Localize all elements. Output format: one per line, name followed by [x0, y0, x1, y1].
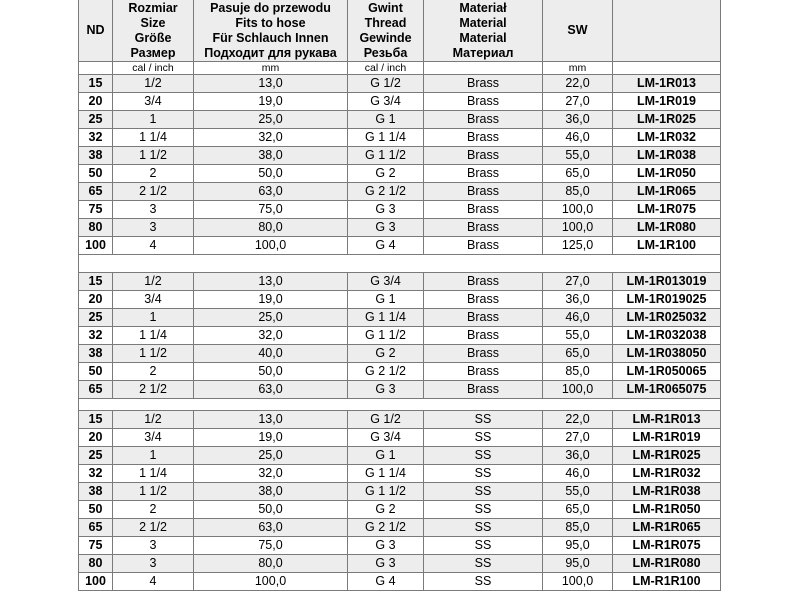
cell-material: SS [424, 429, 543, 447]
header-hose-de: Für Schlauch Innen [212, 30, 329, 45]
header-code [613, 0, 721, 62]
cell-sw: 85,0 [543, 519, 613, 537]
cell-nd: 32 [79, 465, 113, 483]
spacer-cell [79, 255, 721, 273]
cell-hose: 13,0 [194, 75, 348, 93]
unit-code [613, 62, 721, 75]
cell-size: 3/4 [113, 291, 194, 309]
cell-sw: 22,0 [543, 411, 613, 429]
cell-thread: G 3 [348, 219, 424, 237]
cell-hose: 75,0 [194, 537, 348, 555]
cell-sw: 36,0 [543, 111, 613, 129]
table-row [79, 201, 721, 219]
cell-hose: 19,0 [194, 291, 348, 309]
table-row [79, 363, 721, 381]
cell-nd: 80 [79, 219, 113, 237]
cell-sw: 65,0 [543, 345, 613, 363]
cell-hose: 13,0 [194, 273, 348, 291]
cell-nd: 50 [79, 165, 113, 183]
cell-sw: 46,0 [543, 465, 613, 483]
cell-material: Brass [424, 327, 543, 345]
fittings-spec-table [78, 0, 721, 591]
cell-hose: 25,0 [194, 447, 348, 465]
cell-sw: 55,0 [543, 327, 613, 345]
header-sw: SW [543, 0, 613, 62]
table-row [79, 411, 721, 429]
cell-hose: 80,0 [194, 219, 348, 237]
table-row [79, 129, 721, 147]
cell-thread: G 4 [348, 573, 424, 591]
header-size-ru: Размер [130, 45, 176, 60]
table-row [79, 75, 721, 93]
table-row [79, 447, 721, 465]
cell-thread: G 2 1/2 [348, 519, 424, 537]
header-material [424, 0, 543, 62]
cell-size: 2 1/2 [113, 519, 194, 537]
cell-size: 3/4 [113, 93, 194, 111]
cell-thread: G 1 [348, 447, 424, 465]
cell-thread: G 1 1/2 [348, 483, 424, 501]
cell-sw: 36,0 [543, 291, 613, 309]
cell-thread: G 3 [348, 537, 424, 555]
header-nd: ND [79, 0, 113, 62]
cell-material: Brass [424, 129, 543, 147]
cell-size: 4 [113, 237, 194, 255]
cell-thread: G 2 [348, 501, 424, 519]
cell-thread: G 3 [348, 201, 424, 219]
cell-sw: 65,0 [543, 165, 613, 183]
cell-hose: 100,0 [194, 237, 348, 255]
cell-size: 2 1/2 [113, 183, 194, 201]
table-row [79, 237, 721, 255]
cell-nd: 20 [79, 291, 113, 309]
cell-sw: 46,0 [543, 129, 613, 147]
cell-nd: 80 [79, 555, 113, 573]
table-row [79, 573, 721, 591]
cell-thread: G 2 1/2 [348, 363, 424, 381]
cell-thread: G 1 1/2 [348, 147, 424, 165]
cell-material: Brass [424, 291, 543, 309]
group-spacer [79, 399, 721, 411]
cell-code: LM-1R065 [613, 183, 721, 201]
cell-code: LM-1R080 [613, 219, 721, 237]
cell-code: LM-1R050 [613, 165, 721, 183]
header-thread-pl: Gwint [368, 0, 403, 15]
table-row [79, 555, 721, 573]
spacer-cell [79, 399, 721, 411]
cell-code: LM-1R019 [613, 93, 721, 111]
cell-size: 3/4 [113, 429, 194, 447]
cell-hose: 19,0 [194, 93, 348, 111]
header-material-ru: Материал [452, 45, 514, 60]
cell-thread: G 2 [348, 165, 424, 183]
cell-material: Brass [424, 363, 543, 381]
cell-thread: G 3 [348, 381, 424, 399]
cell-hose: 50,0 [194, 165, 348, 183]
cell-code: LM-1R025032 [613, 309, 721, 327]
cell-nd: 65 [79, 519, 113, 537]
cell-hose: 32,0 [194, 465, 348, 483]
cell-code: LM-1R050065 [613, 363, 721, 381]
cell-material: Brass [424, 75, 543, 93]
unit-sw: mm [543, 62, 613, 75]
cell-nd: 15 [79, 411, 113, 429]
cell-hose: 32,0 [194, 327, 348, 345]
cell-code: LM-1R038 [613, 147, 721, 165]
cell-nd: 25 [79, 111, 113, 129]
cell-size: 1/2 [113, 75, 194, 93]
cell-hose: 25,0 [194, 309, 348, 327]
table-row [79, 501, 721, 519]
cell-material: Brass [424, 147, 543, 165]
table-row [79, 273, 721, 291]
cell-size: 1 [113, 447, 194, 465]
cell-thread: G 3/4 [348, 93, 424, 111]
cell-material: SS [424, 555, 543, 573]
header-size-en: Size [140, 15, 166, 30]
cell-code: LM-R1R013 [613, 411, 721, 429]
cell-code: LM-R1R032 [613, 465, 721, 483]
cell-hose: 32,0 [194, 129, 348, 147]
cell-size: 3 [113, 219, 194, 237]
cell-size: 1 1/2 [113, 483, 194, 501]
table-row [79, 483, 721, 501]
cell-material: Brass [424, 237, 543, 255]
cell-code: LM-R1R038 [613, 483, 721, 501]
cell-nd: 75 [79, 537, 113, 555]
cell-nd: 50 [79, 501, 113, 519]
cell-sw: 27,0 [543, 429, 613, 447]
cell-hose: 19,0 [194, 429, 348, 447]
cell-thread: G 3/4 [348, 273, 424, 291]
cell-nd: 32 [79, 129, 113, 147]
cell-hose: 38,0 [194, 483, 348, 501]
cell-sw: 125,0 [543, 237, 613, 255]
cell-code: LM-R1R019 [613, 429, 721, 447]
cell-nd: 100 [79, 237, 113, 255]
cell-code: LM-1R038050 [613, 345, 721, 363]
cell-thread: G 1 1/4 [348, 465, 424, 483]
cell-sw: 100,0 [543, 381, 613, 399]
cell-nd: 38 [79, 147, 113, 165]
cell-material: SS [424, 519, 543, 537]
cell-size: 2 [113, 363, 194, 381]
cell-size: 1/2 [113, 273, 194, 291]
cell-sw: 46,0 [543, 309, 613, 327]
cell-size: 1/2 [113, 411, 194, 429]
cell-nd: 25 [79, 447, 113, 465]
table-row [79, 165, 721, 183]
cell-material: Brass [424, 165, 543, 183]
cell-size: 3 [113, 201, 194, 219]
cell-size: 4 [113, 573, 194, 591]
cell-nd: 65 [79, 183, 113, 201]
header-material-pl: Materiał [459, 0, 507, 15]
cell-material: Brass [424, 381, 543, 399]
table-row [79, 147, 721, 165]
header-thread-en: Thread [364, 15, 407, 30]
header-hose-en: Fits to hose [235, 15, 306, 30]
cell-thread: G 2 [348, 345, 424, 363]
header-material-de: Material [459, 30, 507, 45]
cell-thread: G 1 1/4 [348, 129, 424, 147]
cell-material: SS [424, 483, 543, 501]
cell-hose: 50,0 [194, 501, 348, 519]
cell-material: Brass [424, 93, 543, 111]
table-row [79, 327, 721, 345]
table-row [79, 93, 721, 111]
table-row [79, 429, 721, 447]
cell-sw: 85,0 [543, 183, 613, 201]
group-spacer [79, 255, 721, 273]
cell-material: Brass [424, 183, 543, 201]
header-thread-de: Gewinde [359, 30, 412, 45]
cell-nd: 100 [79, 573, 113, 591]
cell-hose: 63,0 [194, 183, 348, 201]
cell-nd: 38 [79, 483, 113, 501]
cell-code: LM-1R075 [613, 201, 721, 219]
cell-sw: 100,0 [543, 201, 613, 219]
cell-thread: G 1 [348, 291, 424, 309]
header-material-en: Material [459, 15, 507, 30]
cell-thread: G 1/2 [348, 75, 424, 93]
cell-hose: 63,0 [194, 381, 348, 399]
cell-nd: 20 [79, 93, 113, 111]
cell-code: LM-1R032 [613, 129, 721, 147]
cell-material: SS [424, 411, 543, 429]
cell-material: Brass [424, 273, 543, 291]
cell-code: LM-1R065075 [613, 381, 721, 399]
cell-sw: 95,0 [543, 537, 613, 555]
cell-material: Brass [424, 309, 543, 327]
cell-size: 3 [113, 555, 194, 573]
table-row [79, 111, 721, 129]
cell-size: 2 1/2 [113, 381, 194, 399]
cell-code: LM-1R100 [613, 237, 721, 255]
cell-material: Brass [424, 345, 543, 363]
cell-code: LM-R1R075 [613, 537, 721, 555]
unit-material [424, 62, 543, 75]
cell-material: SS [424, 573, 543, 591]
cell-size: 2 [113, 165, 194, 183]
cell-hose: 100,0 [194, 573, 348, 591]
table-row [79, 465, 721, 483]
cell-material: SS [424, 537, 543, 555]
cell-thread: G 1 [348, 111, 424, 129]
cell-hose: 80,0 [194, 555, 348, 573]
cell-sw: 27,0 [543, 273, 613, 291]
cell-material: SS [424, 465, 543, 483]
cell-nd: 15 [79, 75, 113, 93]
unit-nd [79, 62, 113, 75]
cell-hose: 38,0 [194, 147, 348, 165]
header-hose-pl: Pasuje do przewodu [210, 0, 331, 15]
cell-nd: 65 [79, 381, 113, 399]
unit-thread: cal / inch [348, 62, 424, 75]
header-row [79, 0, 721, 62]
cell-thread: G 3/4 [348, 429, 424, 447]
cell-code: LM-1R013 [613, 75, 721, 93]
table-row [79, 537, 721, 555]
cell-material: SS [424, 447, 543, 465]
cell-size: 1 1/4 [113, 327, 194, 345]
cell-size: 1 1/2 [113, 147, 194, 165]
table-row [79, 219, 721, 237]
cell-material: Brass [424, 201, 543, 219]
cell-code: LM-R1R050 [613, 501, 721, 519]
cell-hose: 75,0 [194, 201, 348, 219]
cell-thread: G 1/2 [348, 411, 424, 429]
cell-size: 2 [113, 501, 194, 519]
cell-size: 1 1/4 [113, 129, 194, 147]
cell-sw: 55,0 [543, 483, 613, 501]
table-row [79, 381, 721, 399]
cell-code: LM-R1R025 [613, 447, 721, 465]
unit-hose: mm [194, 62, 348, 75]
table-row [79, 345, 721, 363]
cell-thread: G 3 [348, 555, 424, 573]
cell-size: 1 [113, 111, 194, 129]
cell-hose: 25,0 [194, 111, 348, 129]
cell-material: SS [424, 501, 543, 519]
cell-nd: 25 [79, 309, 113, 327]
header-size-pl: Rozmiar [128, 0, 178, 15]
cell-thread: G 1 1/2 [348, 327, 424, 345]
cell-size: 1 1/4 [113, 465, 194, 483]
cell-nd: 50 [79, 363, 113, 381]
table-row [79, 183, 721, 201]
cell-sw: 95,0 [543, 555, 613, 573]
cell-nd: 75 [79, 201, 113, 219]
cell-thread: G 1 1/4 [348, 309, 424, 327]
cell-hose: 50,0 [194, 363, 348, 381]
cell-hose: 13,0 [194, 411, 348, 429]
cell-material: Brass [424, 111, 543, 129]
cell-thread: G 4 [348, 237, 424, 255]
header-thread [348, 0, 424, 62]
cell-hose: 63,0 [194, 519, 348, 537]
table-row [79, 309, 721, 327]
table-row [79, 291, 721, 309]
cell-code: LM-R1R100 [613, 573, 721, 591]
header-size [113, 0, 194, 62]
cell-thread: G 2 1/2 [348, 183, 424, 201]
cell-code: LM-1R025 [613, 111, 721, 129]
cell-material: Brass [424, 219, 543, 237]
cell-nd: 32 [79, 327, 113, 345]
header-size-de: Größe [134, 30, 172, 45]
cell-sw: 36,0 [543, 447, 613, 465]
cell-size: 1 [113, 309, 194, 327]
cell-sw: 100,0 [543, 219, 613, 237]
cell-sw: 85,0 [543, 363, 613, 381]
cell-nd: 38 [79, 345, 113, 363]
cell-sw: 27,0 [543, 93, 613, 111]
cell-code: LM-R1R065 [613, 519, 721, 537]
cell-sw: 65,0 [543, 501, 613, 519]
table-body [79, 75, 721, 591]
header-hose-ru: Подходит для рукава [204, 45, 337, 60]
cell-code: LM-1R013019 [613, 273, 721, 291]
cell-nd: 15 [79, 273, 113, 291]
cell-sw: 22,0 [543, 75, 613, 93]
cell-hose: 40,0 [194, 345, 348, 363]
cell-sw: 55,0 [543, 147, 613, 165]
header-hose [194, 0, 348, 62]
cell-code: LM-R1R080 [613, 555, 721, 573]
cell-code: LM-1R019025 [613, 291, 721, 309]
table-row [79, 519, 721, 537]
header-thread-ru: Резьба [363, 45, 408, 60]
cell-size: 3 [113, 537, 194, 555]
cell-nd: 20 [79, 429, 113, 447]
units-row [79, 62, 721, 75]
cell-code: LM-1R032038 [613, 327, 721, 345]
cell-sw: 100,0 [543, 573, 613, 591]
unit-size: cal / inch [113, 62, 194, 75]
cell-size: 1 1/2 [113, 345, 194, 363]
